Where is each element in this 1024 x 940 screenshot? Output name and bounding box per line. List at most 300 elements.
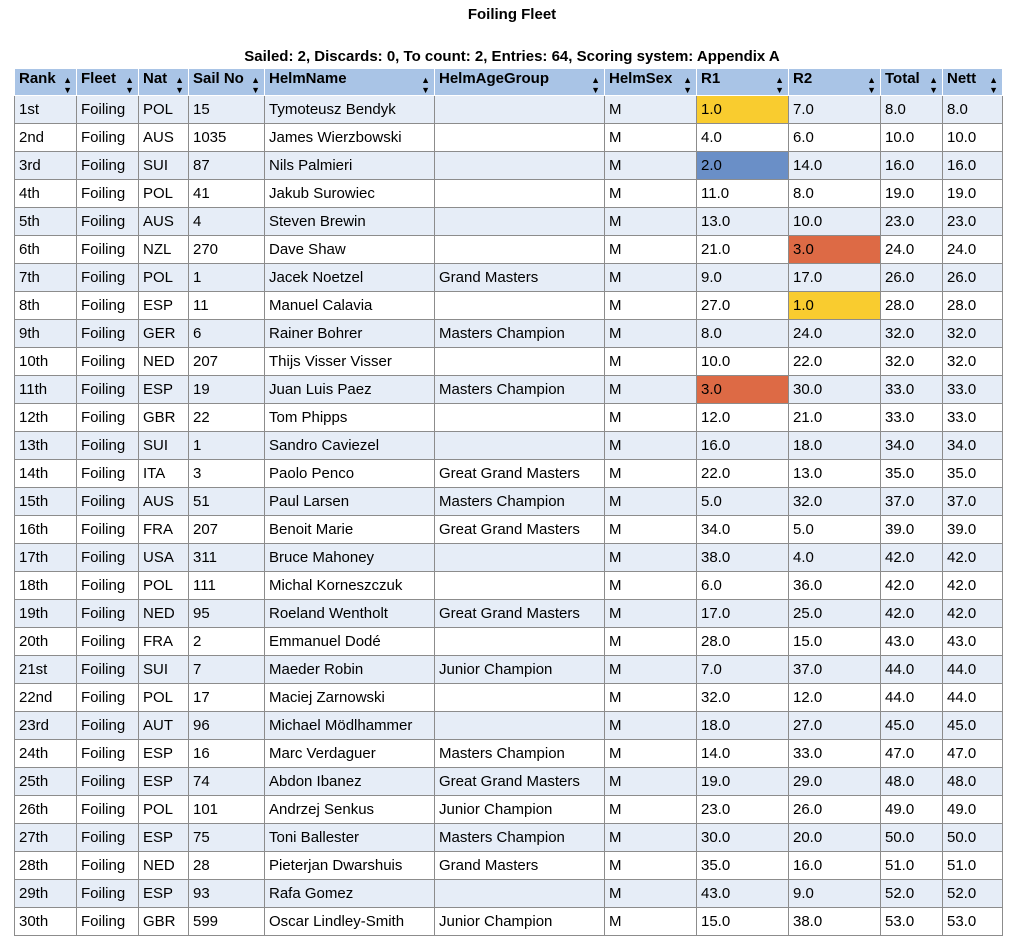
cell-fleet: Foiling [77, 796, 139, 824]
cell-rank: 2nd [15, 124, 77, 152]
cell-nett: 10.0 [943, 124, 1003, 152]
column-header-total[interactable]: Total ▲ ▼ [881, 69, 943, 96]
cell-total: 42.0 [881, 572, 943, 600]
cell-nat: SUI [139, 432, 189, 460]
cell-nat: GBR [139, 404, 189, 432]
cell-fleet: Foiling [77, 152, 139, 180]
cell-r1: 10.0 [697, 348, 789, 376]
cell-sail-no: 207 [189, 516, 265, 544]
cell-fleet: Foiling [77, 516, 139, 544]
cell-total: 19.0 [881, 180, 943, 208]
cell-helm-age-group [435, 432, 605, 460]
cell-sail-no: 270 [189, 236, 265, 264]
cell-helm-age-group [435, 180, 605, 208]
cell-fleet: Foiling [77, 572, 139, 600]
table-row [15, 432, 1003, 460]
cell-fleet: Foiling [77, 320, 139, 348]
column-header-r1[interactable]: R1 ▲ ▼ [697, 69, 789, 96]
cell-nat: POL [139, 264, 189, 292]
sort-icon: ▲ ▼ [125, 74, 134, 95]
cell-fleet: Foiling [77, 264, 139, 292]
cell-total: 8.0 [881, 96, 943, 124]
cell-r1: 15.0 [697, 908, 789, 936]
cell-nett: 45.0 [943, 712, 1003, 740]
cell-fleet: Foiling [77, 880, 139, 908]
cell-r2: 8.0 [789, 180, 881, 208]
cell-helm-sex: M [605, 124, 697, 152]
cell-sail-no: 599 [189, 908, 265, 936]
cell-r1: 7.0 [697, 656, 789, 684]
cell-rank: 7th [15, 264, 77, 292]
sort-icon: ▲ ▼ [421, 74, 430, 95]
cell-r2: 10.0 [789, 208, 881, 236]
table-row [15, 264, 1003, 292]
cell-helm-age-group [435, 208, 605, 236]
table-row [15, 404, 1003, 432]
cell-nett: 39.0 [943, 516, 1003, 544]
cell-sail-no: 15 [189, 96, 265, 124]
cell-r1: 4.0 [697, 124, 789, 152]
cell-helm-name: Thijs Visser Visser [265, 348, 435, 376]
cell-total: 37.0 [881, 488, 943, 516]
cell-helm-name: Emmanuel Dodé [265, 628, 435, 656]
cell-total: 32.0 [881, 320, 943, 348]
cell-nett: 8.0 [943, 96, 1003, 124]
table-row [15, 236, 1003, 264]
cell-helm-name: Steven Brewin [265, 208, 435, 236]
cell-fleet: Foiling [77, 208, 139, 236]
cell-nett: 33.0 [943, 376, 1003, 404]
cell-total: 44.0 [881, 684, 943, 712]
cell-helm-sex: M [605, 96, 697, 124]
cell-sail-no: 207 [189, 348, 265, 376]
cell-sail-no: 7 [189, 656, 265, 684]
column-header-sail-no[interactable]: Sail No ▲ ▼ [189, 69, 265, 96]
table-row [15, 208, 1003, 236]
cell-helm-age-group: Great Grand Masters [435, 600, 605, 628]
cell-r1: 5.0 [697, 488, 789, 516]
cell-nat: POL [139, 96, 189, 124]
cell-nat: NZL [139, 236, 189, 264]
cell-sail-no: 95 [189, 600, 265, 628]
cell-rank: 25th [15, 768, 77, 796]
cell-total: 52.0 [881, 880, 943, 908]
cell-helm-name: Maeder Robin [265, 656, 435, 684]
cell-rank: 5th [15, 208, 77, 236]
cell-helm-age-group: Masters Champion [435, 740, 605, 768]
cell-sail-no: 6 [189, 320, 265, 348]
table-row [15, 544, 1003, 572]
cell-total: 50.0 [881, 824, 943, 852]
cell-helm-sex: M [605, 320, 697, 348]
cell-helm-sex: M [605, 180, 697, 208]
cell-r2: 38.0 [789, 908, 881, 936]
sort-icon: ▲ ▼ [929, 74, 938, 95]
table-row [15, 124, 1003, 152]
cell-helm-name: Toni Ballester [265, 824, 435, 852]
table-row [15, 488, 1003, 516]
cell-nett: 44.0 [943, 684, 1003, 712]
cell-nett: 33.0 [943, 404, 1003, 432]
cell-helm-sex: M [605, 208, 697, 236]
cell-rank: 13th [15, 432, 77, 460]
table-row [15, 628, 1003, 656]
cell-helm-age-group: Great Grand Masters [435, 768, 605, 796]
cell-helm-name: Marc Verdaguer [265, 740, 435, 768]
cell-fleet: Foiling [77, 544, 139, 572]
column-header-helm-age-group[interactable]: HelmAgeGroup ▲ ▼ [435, 69, 605, 96]
cell-fleet: Foiling [77, 656, 139, 684]
cell-nat: FRA [139, 628, 189, 656]
cell-sail-no: 2 [189, 628, 265, 656]
cell-nat: USA [139, 544, 189, 572]
cell-sail-no: 3 [189, 460, 265, 488]
cell-total: 53.0 [881, 908, 943, 936]
cell-r2: 21.0 [789, 404, 881, 432]
cell-helm-sex: M [605, 796, 697, 824]
cell-nat: SUI [139, 152, 189, 180]
cell-fleet: Foiling [77, 348, 139, 376]
cell-sail-no: 74 [189, 768, 265, 796]
cell-nat: AUT [139, 712, 189, 740]
cell-nat: ESP [139, 824, 189, 852]
cell-r1: 12.0 [697, 404, 789, 432]
cell-nett: 28.0 [943, 292, 1003, 320]
table-row [15, 460, 1003, 488]
cell-r1: 35.0 [697, 852, 789, 880]
cell-rank: 6th [15, 236, 77, 264]
cell-rank: 9th [15, 320, 77, 348]
table-row [15, 852, 1003, 880]
cell-sail-no: 19 [189, 376, 265, 404]
cell-helm-age-group: Grand Masters [435, 264, 605, 292]
cell-helm-name: Manuel Calavia [265, 292, 435, 320]
cell-helm-age-group: Grand Masters [435, 852, 605, 880]
cell-helm-name: Paolo Penco [265, 460, 435, 488]
results-body [15, 96, 1003, 936]
cell-sail-no: 96 [189, 712, 265, 740]
cell-nat: POL [139, 572, 189, 600]
cell-helm-sex: M [605, 516, 697, 544]
cell-r2: 27.0 [789, 712, 881, 740]
cell-helm-age-group [435, 292, 605, 320]
cell-helm-name: Michael Mödlhammer [265, 712, 435, 740]
cell-total: 26.0 [881, 264, 943, 292]
table-row [15, 152, 1003, 180]
cell-helm-name: Abdon Ibanez [265, 768, 435, 796]
table-row [15, 656, 1003, 684]
table-row [15, 376, 1003, 404]
cell-nett: 47.0 [943, 740, 1003, 768]
table-row [15, 96, 1003, 124]
cell-rank: 29th [15, 880, 77, 908]
cell-rank: 12th [15, 404, 77, 432]
cell-nett: 24.0 [943, 236, 1003, 264]
cell-helm-age-group: Masters Champion [435, 824, 605, 852]
cell-nat: ESP [139, 880, 189, 908]
cell-helm-age-group [435, 404, 605, 432]
cell-total: 45.0 [881, 712, 943, 740]
cell-total: 47.0 [881, 740, 943, 768]
cell-helm-name: Tom Phipps [265, 404, 435, 432]
cell-nat: POL [139, 180, 189, 208]
cell-helm-age-group [435, 684, 605, 712]
cell-nett: 19.0 [943, 180, 1003, 208]
cell-r1: 14.0 [697, 740, 789, 768]
cell-nett: 42.0 [943, 544, 1003, 572]
cell-nat: ESP [139, 292, 189, 320]
table-row [15, 516, 1003, 544]
results-summary: Sailed: 2, Discards: 0, To count: 2, Entries: 64, Scoring system: Appendix A [244, 48, 780, 65]
cell-nett: 35.0 [943, 460, 1003, 488]
cell-fleet: Foiling [77, 404, 139, 432]
cell-helm-sex: M [605, 152, 697, 180]
cell-nat: AUS [139, 488, 189, 516]
cell-rank: 15th [15, 488, 77, 516]
cell-r2: 37.0 [789, 656, 881, 684]
cell-r2: 24.0 [789, 320, 881, 348]
cell-r1: 21.0 [697, 236, 789, 264]
column-header-helm-name[interactable]: HelmName ▲ ▼ [265, 69, 435, 96]
table-row [15, 600, 1003, 628]
cell-rank: 18th [15, 572, 77, 600]
cell-helm-sex: M [605, 544, 697, 572]
cell-fleet: Foiling [77, 376, 139, 404]
cell-total: 35.0 [881, 460, 943, 488]
cell-fleet: Foiling [77, 712, 139, 740]
sort-icon: ▲ ▼ [63, 74, 72, 95]
cell-r2: 33.0 [789, 740, 881, 768]
cell-nett: 51.0 [943, 852, 1003, 880]
cell-r2: 18.0 [789, 432, 881, 460]
cell-nett: 42.0 [943, 600, 1003, 628]
cell-nett: 42.0 [943, 572, 1003, 600]
table-row [15, 712, 1003, 740]
cell-sail-no: 51 [189, 488, 265, 516]
cell-r1: 6.0 [697, 572, 789, 600]
cell-helm-name: James Wierzbowski [265, 124, 435, 152]
cell-helm-sex: M [605, 628, 697, 656]
cell-r1: 43.0 [697, 880, 789, 908]
cell-helm-name: Juan Luis Paez [265, 376, 435, 404]
cell-r2: 4.0 [789, 544, 881, 572]
cell-helm-sex: M [605, 376, 697, 404]
cell-nat: NED [139, 852, 189, 880]
column-header-helm-sex[interactable]: HelmSex ▲ ▼ [605, 69, 697, 96]
cell-fleet: Foiling [77, 824, 139, 852]
cell-total: 33.0 [881, 404, 943, 432]
cell-helm-sex: M [605, 740, 697, 768]
cell-r2: 13.0 [789, 460, 881, 488]
cell-total: 16.0 [881, 152, 943, 180]
cell-helm-sex: M [605, 600, 697, 628]
cell-sail-no: 28 [189, 852, 265, 880]
cell-nett: 34.0 [943, 432, 1003, 460]
cell-helm-name: Roeland Wentholt [265, 600, 435, 628]
cell-nett: 43.0 [943, 628, 1003, 656]
cell-helm-name: Nils Palmieri [265, 152, 435, 180]
cell-sail-no: 101 [189, 796, 265, 824]
cell-helm-name: Rainer Bohrer [265, 320, 435, 348]
sort-icon: ▲ ▼ [683, 74, 692, 95]
cell-fleet: Foiling [77, 236, 139, 264]
cell-r1: 1.0 [697, 96, 789, 124]
cell-r1: 3.0 [697, 376, 789, 404]
cell-helm-age-group [435, 152, 605, 180]
cell-r2: 15.0 [789, 628, 881, 656]
cell-rank: 23rd [15, 712, 77, 740]
cell-r2: 29.0 [789, 768, 881, 796]
table-row [15, 320, 1003, 348]
cell-sail-no: 16 [189, 740, 265, 768]
cell-total: 49.0 [881, 796, 943, 824]
column-header-nat[interactable]: Nat ▲ ▼ [139, 69, 189, 96]
cell-total: 23.0 [881, 208, 943, 236]
cell-nat: ESP [139, 768, 189, 796]
cell-nat: FRA [139, 516, 189, 544]
cell-helm-age-group [435, 236, 605, 264]
cell-helm-age-group [435, 124, 605, 152]
cell-sail-no: 93 [189, 880, 265, 908]
cell-helm-name: Andrzej Senkus [265, 796, 435, 824]
table-row [15, 180, 1003, 208]
cell-total: 34.0 [881, 432, 943, 460]
table-row [15, 796, 1003, 824]
cell-helm-sex: M [605, 880, 697, 908]
cell-r1: 19.0 [697, 768, 789, 796]
cell-nat: ESP [139, 376, 189, 404]
cell-fleet: Foiling [77, 600, 139, 628]
cell-r2: 16.0 [789, 852, 881, 880]
cell-helm-age-group [435, 544, 605, 572]
cell-sail-no: 111 [189, 572, 265, 600]
cell-r1: 27.0 [697, 292, 789, 320]
cell-fleet: Foiling [77, 740, 139, 768]
cell-total: 44.0 [881, 656, 943, 684]
cell-r1: 18.0 [697, 712, 789, 740]
cell-nett: 48.0 [943, 768, 1003, 796]
cell-rank: 1st [15, 96, 77, 124]
cell-helm-sex: M [605, 404, 697, 432]
cell-nat: ITA [139, 460, 189, 488]
cell-r2: 5.0 [789, 516, 881, 544]
cell-fleet: Foiling [77, 908, 139, 936]
sort-icon: ▲ ▼ [591, 74, 600, 95]
cell-nat: SUI [139, 656, 189, 684]
cell-nat: AUS [139, 124, 189, 152]
cell-fleet: Foiling [77, 432, 139, 460]
cell-helm-name: Paul Larsen [265, 488, 435, 516]
cell-nat: ESP [139, 740, 189, 768]
cell-helm-name: Tymoteusz Bendyk [265, 96, 435, 124]
cell-r2: 30.0 [789, 376, 881, 404]
cell-r2: 32.0 [789, 488, 881, 516]
cell-sail-no: 22 [189, 404, 265, 432]
cell-r1: 28.0 [697, 628, 789, 656]
cell-nat: NED [139, 348, 189, 376]
cell-r2: 26.0 [789, 796, 881, 824]
cell-helm-age-group: Junior Champion [435, 796, 605, 824]
cell-r2: 25.0 [789, 600, 881, 628]
cell-helm-name: Jacek Noetzel [265, 264, 435, 292]
cell-nat: AUS [139, 208, 189, 236]
cell-helm-age-group: Masters Champion [435, 320, 605, 348]
cell-fleet: Foiling [77, 460, 139, 488]
cell-r1: 22.0 [697, 460, 789, 488]
cell-r2: 9.0 [789, 880, 881, 908]
cell-fleet: Foiling [77, 628, 139, 656]
cell-helm-age-group [435, 96, 605, 124]
cell-helm-name: Michal Korneszczuk [265, 572, 435, 600]
cell-total: 51.0 [881, 852, 943, 880]
column-header-fleet[interactable]: Fleet ▲ ▼ [77, 69, 139, 96]
cell-rank: 28th [15, 852, 77, 880]
cell-nett: 32.0 [943, 320, 1003, 348]
cell-nat: GER [139, 320, 189, 348]
cell-helm-name: Oscar Lindley-Smith [265, 908, 435, 936]
cell-nett: 32.0 [943, 348, 1003, 376]
cell-helm-name: Dave Shaw [265, 236, 435, 264]
cell-r1: 17.0 [697, 600, 789, 628]
cell-nett: 53.0 [943, 908, 1003, 936]
cell-helm-age-group: Junior Champion [435, 656, 605, 684]
column-header-nett[interactable]: Nett ▲ ▼ [943, 69, 1003, 96]
cell-helm-age-group [435, 712, 605, 740]
cell-helm-name: Sandro Caviezel [265, 432, 435, 460]
cell-r2: 3.0 [789, 236, 881, 264]
cell-r1: 2.0 [697, 152, 789, 180]
table-row [15, 908, 1003, 936]
table-row [15, 348, 1003, 376]
table-row [15, 684, 1003, 712]
cell-helm-sex: M [605, 264, 697, 292]
cell-r1: 32.0 [697, 684, 789, 712]
cell-fleet: Foiling [77, 96, 139, 124]
cell-sail-no: 4 [189, 208, 265, 236]
cell-helm-sex: M [605, 572, 697, 600]
cell-r2: 14.0 [789, 152, 881, 180]
sort-icon: ▲ ▼ [775, 74, 784, 95]
cell-r1: 30.0 [697, 824, 789, 852]
cell-helm-sex: M [605, 236, 697, 264]
cell-r1: 9.0 [697, 264, 789, 292]
cell-nat: NED [139, 600, 189, 628]
cell-nett: 50.0 [943, 824, 1003, 852]
cell-helm-name: Maciej Zarnowski [265, 684, 435, 712]
cell-fleet: Foiling [77, 488, 139, 516]
sort-icon: ▲ ▼ [989, 74, 998, 95]
cell-helm-age-group [435, 880, 605, 908]
cell-helm-sex: M [605, 348, 697, 376]
cell-helm-age-group: Masters Champion [435, 488, 605, 516]
table-row [15, 880, 1003, 908]
cell-r1: 34.0 [697, 516, 789, 544]
cell-r1: 11.0 [697, 180, 789, 208]
cell-fleet: Foiling [77, 684, 139, 712]
cell-nett: 16.0 [943, 152, 1003, 180]
cell-r1: 38.0 [697, 544, 789, 572]
column-header-r2[interactable]: R2 ▲ ▼ [789, 69, 881, 96]
column-header-rank[interactable]: Rank ▲ ▼ [15, 69, 77, 96]
cell-r2: 6.0 [789, 124, 881, 152]
cell-total: 42.0 [881, 600, 943, 628]
cell-helm-age-group [435, 628, 605, 656]
cell-helm-age-group: Junior Champion [435, 908, 605, 936]
cell-total: 43.0 [881, 628, 943, 656]
cell-rank: 11th [15, 376, 77, 404]
cell-sail-no: 1 [189, 264, 265, 292]
cell-sail-no: 311 [189, 544, 265, 572]
